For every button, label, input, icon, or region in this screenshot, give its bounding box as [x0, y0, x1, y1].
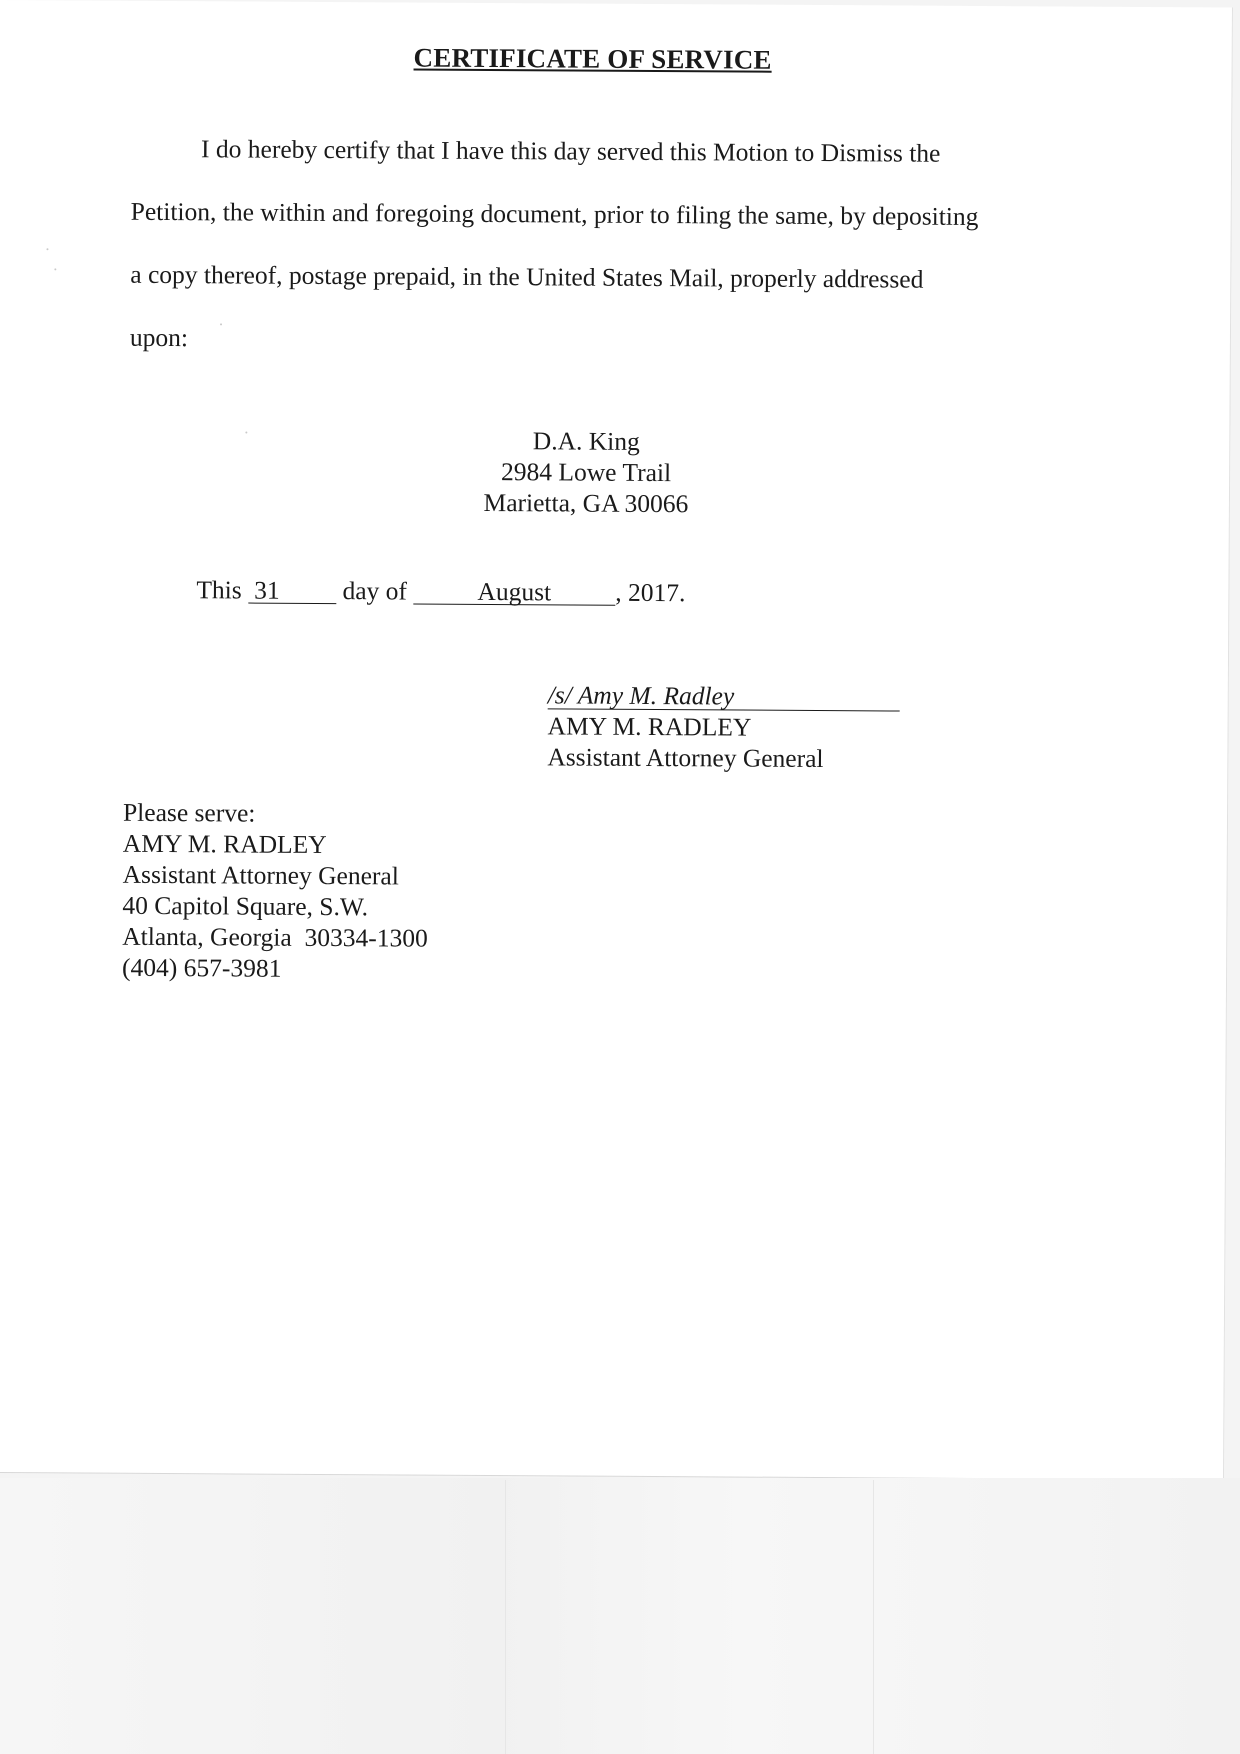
signer-name: AMY M. RADLEY	[547, 711, 752, 742]
please-serve-block	[122, 797, 429, 985]
scan-speck	[245, 432, 247, 434]
date-middle: day of	[342, 576, 408, 606]
please-serve-heading: Please serve:	[122, 797, 256, 828]
body-line-3: a copy thereof, postage prepaid, in the United States Mail, properly addressed	[130, 259, 924, 294]
scan-speck	[220, 323, 222, 325]
recipient-address	[0, 422, 1175, 522]
serve-phone: (404) 657-3981	[122, 952, 282, 983]
scan-speck	[46, 248, 48, 250]
recipient-name: D.A. King	[532, 426, 640, 456]
signature-block	[547, 679, 900, 774]
scanner-line	[505, 1480, 506, 1754]
serve-city-state-zip: Atlanta, Georgia 30334-1300	[122, 921, 428, 953]
body-line-1: I do hereby certify that I have this day served this Motion to Dismiss the	[201, 134, 941, 168]
date-day: 31	[248, 579, 336, 605]
body-line-4: upon:	[129, 322, 189, 353]
date-month: August	[413, 580, 615, 606]
recipient-city-state-zip: Marietta, GA 30066	[483, 487, 689, 519]
scan-speck	[54, 268, 56, 270]
serve-street: 40 Capitol Square, S.W.	[122, 890, 369, 922]
scanner-background	[0, 1478, 1240, 1754]
signer-title: Assistant Attorney General	[547, 742, 824, 774]
recipient-street: 2984 Lowe Trail	[501, 457, 672, 488]
scanner-line	[873, 1480, 874, 1754]
body-line-2: Petition, the within and foregoing document, prior to filing the same, by depositing	[130, 196, 979, 231]
date-suffix: , 2017.	[615, 577, 686, 608]
date-line	[196, 575, 685, 608]
document-title: CERTIFICATE OF SERVICE	[413, 42, 772, 75]
serve-title: Assistant Attorney General	[122, 859, 399, 891]
date-prefix: This	[196, 575, 242, 605]
serve-name: AMY M. RADLEY	[122, 828, 327, 860]
signature-line: /s/ Amy M. Radley	[548, 682, 900, 711]
